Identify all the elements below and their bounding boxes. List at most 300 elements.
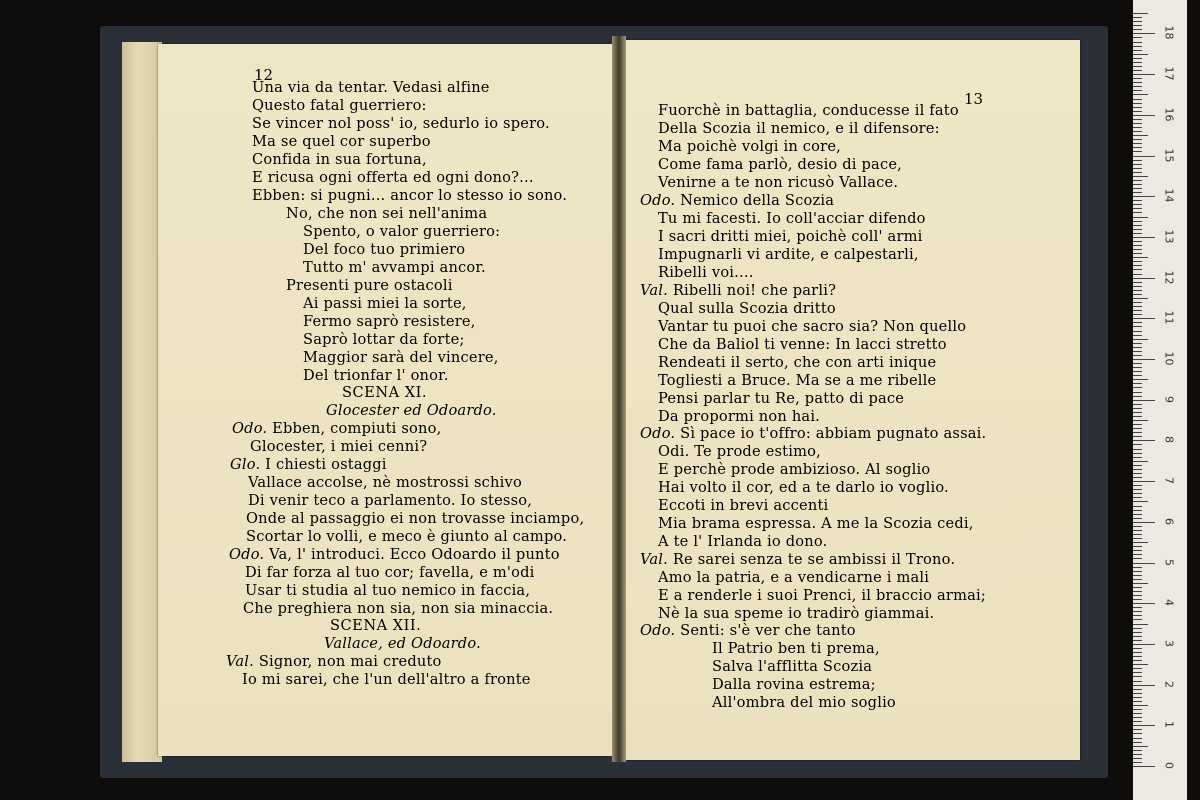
text-line (640, 622, 856, 639)
text-line (658, 300, 836, 317)
ruler-tick (1133, 542, 1148, 543)
ruler-tick (1133, 758, 1142, 759)
ruler-tick (1133, 473, 1142, 474)
ruler-tick (1133, 21, 1142, 22)
verse-text: Ebben: si pugni... ancor lo stesso io sono. (252, 187, 568, 204)
verse-text: Amo la patria, e a vendicarne i mali (658, 569, 930, 586)
ruler-tick (1133, 644, 1155, 645)
verse-text: Ma se quel cor superbo (252, 133, 431, 150)
ruler-tick (1133, 253, 1142, 254)
verse-text: Usar ti studia al tuo nemico in faccia, (245, 582, 531, 599)
ruler-number: 2 (1162, 680, 1176, 688)
ruler-tick (1133, 558, 1142, 559)
verse-text: Venirne a te non ricusò Vallace. (658, 174, 899, 191)
text-line (326, 402, 497, 419)
ruler-tick (1133, 563, 1155, 564)
ruler-tick (1133, 554, 1142, 555)
ruler-tick (1133, 355, 1142, 356)
verse-text: Ma poichè volgi in core, (658, 138, 841, 155)
ruler-tick (1133, 742, 1142, 743)
speaker-label: Val. (640, 282, 673, 299)
text-line (248, 474, 522, 491)
ruler-number: 13 (1162, 229, 1176, 244)
text-line (712, 658, 872, 675)
ruler-number: 3 (1162, 639, 1176, 647)
ruler-tick (1133, 33, 1155, 34)
ruler-tick (1133, 689, 1142, 690)
ruler-tick (1133, 188, 1142, 189)
verse-text: Saprò lottar da forte; (303, 331, 465, 348)
text-line (658, 174, 898, 191)
verse-text: Che da Baliol ti venne: In lacci stretto (658, 336, 947, 353)
ruler-tick (1133, 583, 1148, 584)
ruler-number: 17 (1162, 66, 1176, 81)
ruler-tick (1133, 351, 1142, 352)
verse-text: No, che non sei nell'anima (286, 205, 488, 222)
ruler-tick (1133, 493, 1142, 494)
ruler-tick (1133, 636, 1142, 637)
ruler-tick (1133, 367, 1142, 368)
ruler-tick (1133, 624, 1148, 625)
text-line (712, 676, 876, 693)
ruler-tick (1133, 46, 1142, 47)
verse-text: Ebben, compiuti sono, (272, 420, 442, 437)
ruler-tick (1133, 347, 1142, 348)
speaker-label: Odo. (640, 425, 681, 442)
ruler-tick (1133, 449, 1142, 450)
ruler-number: 10 (1162, 351, 1176, 366)
ruler-tick (1133, 697, 1142, 698)
ruler-tick (1133, 591, 1142, 592)
verse-text: Signor, non mai creduto (258, 653, 442, 670)
ruler-tick (1133, 676, 1142, 677)
verse-text: Da propormi non hai. (658, 408, 821, 425)
ruler-tick (1133, 465, 1142, 466)
ruler-tick (1133, 477, 1142, 478)
ruler-tick (1133, 469, 1142, 470)
text-line (658, 390, 904, 407)
verse-text: Fermo saprò resistere, (303, 313, 476, 330)
text-line (658, 354, 936, 371)
ruler-tick (1133, 587, 1142, 588)
verse-text: Ai passi miei la sorte, (303, 295, 467, 312)
text-line (658, 246, 919, 263)
text-line (658, 497, 828, 514)
ruler-tick (1133, 127, 1142, 128)
verse-text: Vantar tu puoi che sacro sia? Non quello (658, 318, 967, 335)
verse-text: Spento, o valor guerriero: (303, 223, 501, 240)
ruler-tick (1133, 738, 1142, 739)
verse-text: Fuorchè in battaglia, conducesse il fato (658, 102, 959, 119)
ruler-tick (1133, 237, 1155, 238)
ruler-tick (1133, 668, 1142, 669)
verse-text: Sì pace io t'offro: abbiam pugnato assai. (680, 425, 987, 442)
ruler-tick (1133, 762, 1142, 763)
ruler-tick (1133, 611, 1142, 612)
verse-text: Del foco tuo primiero (303, 241, 466, 258)
ruler-tick (1133, 436, 1142, 437)
text-line (232, 420, 441, 437)
ruler-tick (1133, 640, 1142, 641)
ruler-tick (1133, 99, 1142, 100)
text-line (640, 282, 836, 299)
ruler-tick (1133, 599, 1142, 600)
verse-text: Hai volto il cor, ed a te darlo io voglio. (658, 479, 949, 496)
ruler-tick (1133, 628, 1142, 629)
ruler-tick (1133, 725, 1155, 726)
ruler-tick (1133, 278, 1155, 279)
ruler-tick (1133, 50, 1142, 51)
ruler-tick (1133, 497, 1142, 498)
text-line (324, 635, 481, 652)
text-line (640, 551, 955, 568)
verse-text: Confida in sua fortuna, (252, 151, 427, 168)
ruler-tick (1133, 139, 1142, 140)
ruler-tick (1133, 286, 1142, 287)
ruler-tick (1133, 518, 1142, 519)
ruler-tick (1133, 249, 1142, 250)
ruler-tick (1133, 681, 1142, 682)
ruler-tick (1133, 241, 1142, 242)
ruler-tick (1133, 359, 1155, 360)
ruler-tick (1133, 550, 1142, 551)
ruler-tick (1133, 131, 1142, 132)
verse-text: Ribelli voi.... (658, 264, 754, 281)
ruler-tick (1133, 151, 1142, 152)
ruler-number: 6 (1162, 517, 1176, 525)
text-line (286, 277, 453, 294)
ruler-tick (1133, 180, 1142, 181)
ruler-tick (1133, 172, 1142, 173)
ruler-tick (1133, 440, 1155, 441)
speaker-label: Val. (640, 551, 673, 568)
ruler-tick (1133, 70, 1142, 71)
ruler-tick (1133, 156, 1155, 157)
page-stack-edges (122, 42, 162, 762)
verse-text: Presenti pure ostacoli (286, 277, 453, 294)
ruler-tick (1133, 17, 1142, 18)
ruler-tick (1133, 575, 1142, 576)
ruler-tick (1133, 335, 1142, 336)
ruler-tick (1133, 208, 1142, 209)
verse-text: Una via da tentar. Vedasi alfine (252, 79, 490, 96)
ruler-tick (1133, 522, 1155, 523)
ruler-number: 18 (1162, 25, 1176, 40)
ruler-tick (1133, 538, 1142, 539)
ruler-tick (1133, 82, 1142, 83)
verse-text: Tu mi facesti. Io coll'acciar difendo (658, 210, 926, 227)
ruler-tick (1133, 530, 1142, 531)
ruler-tick (1133, 408, 1142, 409)
text-line (245, 564, 535, 581)
ruler-tick (1133, 371, 1142, 372)
text-line (303, 331, 465, 348)
ruler-tick (1133, 13, 1148, 14)
ruler-tick (1133, 274, 1142, 275)
text-line (658, 515, 974, 532)
verse-text: Onde al passaggio ei non trovasse inciampo, (246, 510, 585, 527)
text-line (245, 582, 530, 599)
left-page-number: 12 (254, 66, 274, 84)
ruler-tick (1133, 294, 1142, 295)
verse-text: Rendeati il serto, che con arti inique (658, 354, 937, 371)
ruler-tick (1133, 54, 1148, 55)
ruler-tick (1133, 424, 1142, 425)
ruler-tick (1133, 74, 1155, 75)
ruler-tick (1133, 652, 1142, 653)
verse-text: E ricusa ogni offerta ed ogni dono?... (252, 169, 534, 186)
ruler-tick (1133, 412, 1142, 413)
text-line (658, 228, 923, 245)
ruler-tick (1133, 420, 1148, 421)
text-line (658, 138, 841, 155)
ruler-tick (1133, 160, 1142, 161)
verse-text: Tutto m' avvampi ancor. (303, 259, 486, 276)
stage-direction: Vallace, ed Odoardo. (324, 635, 481, 652)
ruler-tick (1133, 176, 1148, 177)
right-page-number: 13 (964, 90, 984, 108)
text-line (712, 640, 880, 657)
text-line (303, 367, 449, 384)
text-line (252, 133, 431, 150)
verse-text: Pensi parlar tu Re, patto di pace (658, 390, 905, 407)
ruler-tick (1133, 713, 1142, 714)
ruler-tick (1133, 375, 1142, 376)
ruler-tick (1133, 66, 1142, 67)
ruler-tick (1133, 343, 1142, 344)
verse-text: Re sarei senza te se ambissi il Trono. (672, 551, 956, 568)
ruler-tick (1133, 461, 1148, 462)
ruler-tick (1133, 302, 1142, 303)
ruler-tick (1133, 331, 1142, 332)
ruler-tick (1133, 416, 1142, 417)
ruler-tick (1133, 318, 1155, 319)
ruler-tick (1133, 298, 1148, 299)
ruler-tick (1133, 701, 1142, 702)
text-line (252, 115, 550, 132)
stage-direction: Glocester ed Odoardo. (326, 402, 497, 419)
ruler-tick (1133, 86, 1142, 87)
speaker-label: Odo. (229, 546, 270, 563)
scene-heading: SCENA XII. (330, 617, 422, 634)
ruler-tick (1133, 729, 1142, 730)
ruler-tick (1133, 481, 1155, 482)
ruler-tick (1133, 25, 1142, 26)
verse-text: I sacri dritti miei, poichè coll' armi (658, 228, 923, 245)
ruler-tick (1133, 721, 1142, 722)
ruler-tick (1133, 326, 1142, 327)
ruler-tick (1133, 322, 1142, 323)
text-line (252, 97, 427, 114)
verse-text: Togliesti a Bruce. Ma se a me ribelle (658, 372, 937, 389)
ruler-tick (1133, 257, 1148, 258)
ruler-number: 4 (1162, 599, 1176, 607)
ruler-tick (1133, 546, 1142, 547)
text-line (286, 205, 487, 222)
ruler-tick (1133, 123, 1142, 124)
text-line (658, 318, 966, 335)
text-line (712, 694, 896, 711)
speaker-label: Glo. (230, 456, 266, 473)
text-line (658, 461, 930, 478)
ruler-tick (1133, 314, 1142, 315)
ruler-tick (1133, 664, 1148, 665)
ruler-tick (1133, 660, 1142, 661)
ruler-tick (1133, 225, 1142, 226)
verse-text: Questo fatal guerriero: (252, 97, 427, 114)
ruler-tick (1133, 632, 1142, 633)
ruler-tick (1133, 58, 1142, 59)
text-line (242, 671, 531, 688)
verse-text: Mia brama espressa. A me la Scozia cedi, (658, 515, 974, 532)
ruler-number: 7 (1162, 477, 1176, 485)
ruler-tick (1133, 192, 1142, 193)
verse-text: Di far forza al tuo cor; favella, e m'odi (245, 564, 535, 581)
ruler-tick (1133, 693, 1142, 694)
ruler-tick (1133, 453, 1142, 454)
ruler-tick (1133, 94, 1148, 95)
ruler-tick (1133, 595, 1142, 596)
ruler-tick (1133, 339, 1148, 340)
ruler-number: 11 (1162, 310, 1176, 325)
text-line (303, 295, 467, 312)
ruler-tick (1133, 387, 1142, 388)
text-line (658, 336, 947, 353)
ruler-tick (1133, 168, 1142, 169)
ruler-tick (1133, 648, 1142, 649)
verse-text: Vallace accolse, nè mostrossi schivo (248, 474, 522, 491)
ruler-tick (1133, 404, 1142, 405)
ruler-tick (1133, 310, 1142, 311)
ruler-tick (1133, 746, 1148, 747)
ruler-number: 15 (1162, 148, 1176, 162)
ruler-tick (1133, 619, 1142, 620)
ruler-tick (1133, 383, 1142, 384)
text-line (342, 384, 427, 401)
ruler-tick (1133, 526, 1142, 527)
text-line (658, 605, 934, 622)
text-line (658, 443, 821, 460)
ruler-tick (1133, 607, 1142, 608)
text-line (658, 156, 902, 173)
ruler-tick (1133, 766, 1155, 767)
ruler-tick (1133, 143, 1142, 144)
verse-text: Salva l'afflitta Scozia (712, 658, 873, 675)
ruler-number: 9 (1162, 395, 1176, 403)
measuring-ruler (1133, 0, 1187, 800)
text-line (230, 456, 387, 473)
text-line (658, 120, 940, 137)
ruler-tick (1133, 392, 1142, 393)
text-line (658, 479, 949, 496)
text-line (248, 492, 532, 509)
ruler-tick (1133, 221, 1142, 222)
verse-text: Io mi sarei, che l'un dell'altro a fronte (242, 671, 531, 688)
ruler-number: 1 (1162, 721, 1176, 729)
verse-text: Va, l' introduci. Ecco Odoardo il punto (269, 546, 560, 563)
verse-text: Nemico della Scozia (680, 192, 835, 209)
speaker-label: Odo. (640, 622, 681, 639)
ruler-tick (1133, 705, 1148, 706)
speaker-label: Odo. (640, 192, 681, 209)
text-line (246, 528, 567, 545)
ruler-number: 8 (1162, 436, 1176, 444)
text-line (303, 241, 465, 258)
verse-text: Se vincer nol poss' io, sedurlo io spero. (252, 115, 550, 132)
verse-text: A te l' Irlanda io dono. (658, 533, 828, 550)
text-line (658, 102, 959, 119)
ruler-tick (1133, 111, 1142, 112)
verse-text: All'ombra del mio soglio (712, 694, 896, 711)
ruler-number: 5 (1162, 558, 1176, 566)
verse-text: Scortar lo volli, e meco è giunto al campo. (246, 528, 568, 545)
ruler-tick (1133, 603, 1155, 604)
verse-text: Che preghiera non sia, non sia minaccia. (243, 600, 554, 617)
ruler-tick (1133, 200, 1142, 201)
text-line (303, 349, 499, 366)
text-line (330, 617, 421, 634)
ruler-tick (1133, 506, 1142, 507)
ruler-tick (1133, 400, 1155, 401)
verse-text: Qual sulla Scozia dritto (658, 300, 836, 317)
ruler-tick (1133, 733, 1142, 734)
ruler-tick (1133, 184, 1142, 185)
text-line (252, 79, 490, 96)
verse-text: E perchè prode ambizioso. Al soglio (658, 461, 931, 478)
ruler-tick (1133, 103, 1142, 104)
ruler-tick (1133, 379, 1148, 380)
ruler-tick (1133, 147, 1142, 148)
ruler-tick (1133, 265, 1142, 266)
ruler-tick (1133, 567, 1142, 568)
ruler-tick (1133, 615, 1142, 616)
verse-text: Impugnarli vi ardite, e calpestarli, (658, 246, 919, 263)
ruler-tick (1133, 217, 1148, 218)
ruler-tick (1133, 363, 1142, 364)
ruler-tick (1133, 90, 1142, 91)
ruler-tick (1133, 306, 1142, 307)
text-line (252, 151, 427, 168)
ruler-tick (1133, 501, 1148, 502)
ruler-tick (1133, 229, 1142, 230)
ruler-tick (1133, 261, 1142, 262)
ruler-tick (1133, 290, 1142, 291)
verse-text: Nè la sua speme io tradirò giammai. (658, 605, 935, 622)
ruler-tick (1133, 119, 1142, 120)
verse-text: Maggior sarà del vincere, (303, 349, 499, 366)
text-line (243, 600, 553, 617)
ruler-tick (1133, 444, 1142, 445)
text-line (303, 313, 476, 330)
ruler-tick (1133, 656, 1142, 657)
ruler-tick (1133, 212, 1142, 213)
ruler-tick (1133, 717, 1142, 718)
ruler-tick (1133, 62, 1142, 63)
ruler-tick (1133, 42, 1142, 43)
ruler-tick (1133, 396, 1142, 397)
ruler-tick (1133, 115, 1155, 116)
ruler-tick (1133, 534, 1142, 535)
text-line (252, 169, 534, 186)
ruler-tick (1133, 282, 1142, 283)
text-line (303, 259, 486, 276)
ruler-tick (1133, 196, 1155, 197)
verse-text: Del trionfar l' onor. (303, 367, 449, 384)
ruler-tick (1133, 29, 1142, 30)
verse-text: I chiesti ostaggi (265, 456, 387, 473)
ruler-tick (1133, 233, 1142, 234)
verse-text: Come fama parlò, desio di pace, (658, 156, 902, 173)
